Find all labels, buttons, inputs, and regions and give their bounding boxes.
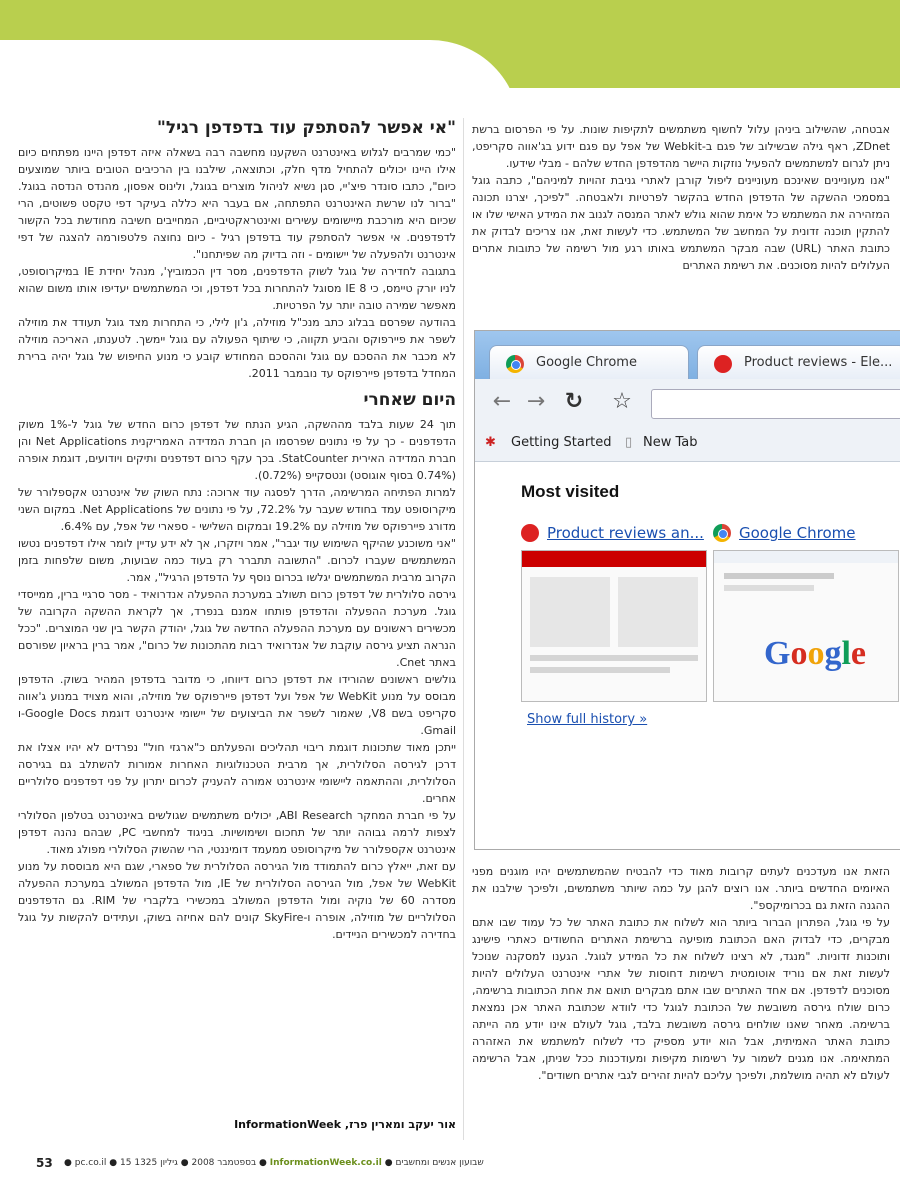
byline: אור יעקב ומארין פרז, InformationWeek	[234, 1118, 456, 1131]
paragraph: על פי חברת המחקר ABI Research, יכולים משתמשים שגולשים באינטרנט בטלפון הסלולרי לצפות לרמה גבוהה יותר של תחכום ושימושיות. בניגוד למחשבי PC, שבהם נהנה דפדפן אינטרנט אקספלורר של מיקרוסופט ממעמד דומיננטי, הרי שהשוק הסלולרי מפולג מאוד.	[18, 809, 456, 856]
footer-date: 15 בספטמבר 2008	[120, 1158, 257, 1168]
footer-publication: שבועון אנשים ומחשבים	[395, 1158, 484, 1168]
most-visited-thumb[interactable]	[521, 520, 705, 700]
thumb-header-bar	[522, 551, 706, 567]
tab-product-reviews[interactable]	[697, 345, 900, 379]
tab-google-chrome[interactable]	[489, 345, 689, 379]
thumb-block	[618, 577, 698, 647]
chrome-screenshot	[474, 330, 900, 850]
page-icon: ▯	[625, 435, 633, 450]
footer-issue: גיליון 1325	[134, 1158, 178, 1168]
new-tab-page	[475, 462, 900, 849]
thumb-preview	[521, 550, 707, 702]
thumb-title: Product reviews an...	[547, 524, 704, 542]
getting-started-icon: ✱	[485, 435, 496, 450]
page-number: 53	[36, 1156, 53, 1170]
cnet-icon	[714, 355, 732, 373]
left-column	[18, 118, 456, 943]
google-logo: Google	[764, 635, 866, 672]
forward-icon[interactable]: →	[526, 389, 546, 414]
thumb-header-bar	[714, 551, 898, 563]
paragraph: תוך 24 שעות בלבד מההשקה, הגיע הנתח של דפדפן כרום החדש של גוגל ל-1% משוק הדפדפנים - כך על פי נתונים שפרסמו הן חברת המדידה האמריקנית Net Applications והן חברת המדידה האירית StatCounter. בכך עקף כרום דפדפנים ותיקים ויודועים, דוגמת אופרה (0.74% בסוף אוגוסט) ונטסקייפ (0.72%).	[18, 418, 457, 482]
paragraph: בהודעה שפרסם בבלוג כתב מנכ"ל מוזילה, ג'ון לילי, כי התחרות מצד גוגל תעודד את מוזילה לשפר את פיירפוקס והביע תקווה, כי שיתוף הפעולה עם גוגל יימשך. לטענתו, האריכה מוזילה לא מכבר את ההסכם עם גוגל וההסכם המחודש קובע כי מנוע החיפוש של גוגל יהיה ברירת המחדל בדפדפן פיירפוקס עד נובמבר 2011.	[18, 316, 456, 380]
column-divider	[463, 118, 464, 1140]
thumb-label	[713, 520, 897, 546]
thumb-block	[530, 577, 610, 647]
footer-brand: InformationWeek.co.il	[269, 1158, 382, 1168]
thumb-line	[530, 655, 698, 661]
paragraph: גולשים ראשונים שהורידו את דפדפן כרום דיווחו, כי מדובר בדפדפן המהיר בשוק. הדפדפן מבוסס על מנוע WebKit של אפל ועל דפדפן פיירפוקס של מוזילה, והוא מצויד במנוע ג'אווה סקריפט בשם V8, שאמור לשפר את הביצועים של יישומי אינטרנט דוגמת Google Docs-ו Gmail.	[18, 673, 457, 737]
paragraph: "אני משוכנע שהיקף השימוש עוד יגבר", אמר ויזקרו, אך לא ידע עדיין לומר אילו דפדפנים נטשו המשתמשים שעברו לכרום. "התשובה תתברר רק בעוד כמה שבועות, משום שלפחות בזמן הקרוב מרבית המשתמשים יגלשו בכרום נוסף על הדפדפן הרגיל", אמר.	[18, 537, 456, 584]
section-heading: היום שאחרי	[363, 390, 456, 410]
thumb-title: Google Chrome	[739, 524, 856, 542]
thumb-line	[724, 585, 814, 591]
paragraph: בתגובה לחדירה של גוגל לשוק הדפדפנים, מסר דין הכמוביץ', מנהל יחידת IE במיקרוסופט, לניו יורק טיימס, כי IE 8 מסוגל להתחרות בכל דפדפן, וכי המשתמשים יעדיפו אותו משום שהוא מאפשר שמירה טובה יותר על הפרטיות.	[18, 265, 456, 312]
footer-site: pc.co.il	[74, 1158, 107, 1168]
most-visited-heading: Most visited	[521, 482, 620, 501]
browser-toolbar	[475, 379, 900, 428]
chrome-icon	[713, 524, 731, 542]
reload-icon[interactable]: ↻	[564, 389, 584, 414]
paragraph: עם זאת, ייאלץ כרום להתמודד מול הגירסה הסלולרית של ספארי, שגם היא מבוססת על מנוע WebKit של אפל, מול הגירסה הסלולרית של IE, מול הדפדפן המשולב במערכת ההפעלה מסדרה 60 של נוקיה ומול הדפדפן המשולב במכשירי בלקברי של RIM. גם הדפדפנים הסלולריים של מוזילה, אופרה ו-SkyFire קונים להם אחיזה בשוק, ועתידים להקשות על גוגל בחדירה למכשירים הניידים.	[18, 860, 456, 941]
section-heading: "אי אפשר להסתפק עוד בדפדפן רגיל"	[156, 118, 456, 138]
bookmark-new-tab[interactable]: New Tab	[643, 435, 698, 450]
thumb-preview	[713, 550, 899, 702]
thumb-label	[521, 520, 705, 546]
tab-label: Google Chrome	[536, 355, 637, 370]
right-column-bottom	[472, 863, 890, 1084]
chrome-icon	[506, 355, 524, 373]
paragraph: למרות הפתיחה המרשימה, הדרך לפסגה עוד ארוכה: נתח השוק של אינטרנט אקספלורר של מיקרוסופט עמד בחודש שעבר על 72.2%, על פי נתונים של Net Applications. במקום השני מדורג פיירפוקס של מוזילה עם 19.2% ובמקום השלישי - ספארי של אפל, עם 6.4%.	[18, 486, 456, 533]
most-visited-thumb[interactable]	[713, 520, 897, 700]
paragraph: "כמי שמרבים לגלוש באינטרנט השקענו מחשבה רבה בשאלה איזה דפדפן היינו מפתחים כיום אילו היינו יכולים להתחיל מדף חלק, וכתוצאה, שילבנו בין הרכיבים הטובים ביותר שמוצעים כיום", כתבו סונדר פיצ'יי, סגן נשיא לניהול מוצרים בגוגל, ולינוס אפסון, מהנדס הנדסה בגוגל. "ברור לנו שרשת האינטרנט התפתחה, אם בעבר היא כללה בעיקר דפי טקסט פשוטים, הרי שכיום היא מורכבת מיישומים עשירים ואינטראקטיביים, המחייבים חשיבה מחודשת בכל הקשור לדפדפנים. אי אפשר להסתפק עוד בדפדפן רגיל - כיום נחוצה פלטפורמה להצגה של דפי אינטרנט ולהפעלה של יישומים - וזה בדיוק מה שפיתחנו".	[18, 146, 456, 261]
cnet-icon	[521, 524, 539, 542]
thumb-line	[530, 667, 670, 673]
footer-meta: ● pc.co.il ● 15 בספטמבר 2008 ● גיליון 1325 ● InformationWeek.co.il ● שבועון אנשים ומחשבים	[64, 1158, 484, 1168]
paragraph: על פי גוגל, הפתרון הברור ביותר הוא לשלוח את כתובת האתר של כל עמוד שבו אתם מבקרים, כדי לבדוק האם הכתובת מופיעה ברשימת האתרים החשודים כאתרי פישינג ותוכנות זדוניות. "מנגד, לא רצינו לשלוח את כל המידע לגוגל. הגענו למסקנה שנוכל לעשות זאת אם נוריד אוטומטית רשימות דחוסות של אתרי אינטרנט העלולים להיות מסוכנים לדפדפן. אם אחד האתרים שבו אתם מבקרים תואם את אחת הכתובות ברשימה, כרום שולח גירסה משובשת של הכתובת לגוגל כדי לוודא שכתובת האתר אכן נמצאת ברשימה. מאחר שאנו שולחים גירסה משובשת בלבד, גוגל לעולם אינו יודע מה הייתה כתובת האתר האמיתית, אבל הוא יודע מספיק כדי לשלוח למשתמש את האזהרה המתאימה. אנו מגנים לשמור על רשימות מקיפות ומעודכנות ככל שניתן, אבל הרשימה לעולם לא תהיה מושלמת, ולפיכך עליכם להיות זהירים לגבי אתרים חשודים".	[472, 916, 890, 1082]
bookmarks-bar	[475, 427, 900, 462]
paragraph: גירסה סלולרית של דפדפן כרום תשולב במערכת ההפעלה אנדרואיד - מסר סרגיי ברין, ממייסדי גוגל. מערכת ההפעלה והדפדפן פותחו אמנם בנפרד, אך לקראת ההשקה הקרובה של מכשירים ראשונים עם מערכת ההפעלה החדשה של גוגל, יהודק הקשר בין שני המוצרים. "ככל הנראה תציע גירסה עוקבת של אנדרואיד רבות מהתכונות של כרום", אמר ברין בראיון שפורסם באתר Cnet.	[18, 588, 456, 669]
star-icon[interactable]: ☆	[612, 389, 632, 414]
show-full-history-link[interactable]: Show full history »	[527, 712, 648, 727]
paragraph: אבטחה, שהשילוב ביניהן עלול לחשוף משתמשים לתקיפות שונות. על פי הפרסום ברשת ZDnet, ראף גילה שבשילוב של פגם ב-Webkit של אפל עם פגם ידוע בג'אווה סקריפט, ניתן לגרום למשתמשים להפעיל נוזקות היישר מהדפדפן החדש שלהם - מבלי שידעו.	[472, 123, 890, 170]
back-icon[interactable]: ←	[492, 389, 512, 414]
bookmark-getting-started[interactable]: Getting Started	[511, 435, 612, 450]
address-bar[interactable]	[651, 389, 900, 419]
paragraph: הזאת אנו מעדכנים לעתים קרובות מאוד כדי להבטיח שהמשתמשים יהיו מוגנים מפני האיומים החדשים ביותר. אנו רוצים להגן על כמה שיותר משתמשים, ולפיכך שילבנו את ההגנה הזאת גם בכרומיקספ".	[472, 865, 890, 912]
page-footer	[0, 1152, 900, 1172]
tab-bar	[475, 331, 900, 379]
thumb-line	[724, 573, 834, 579]
tab-label: Product reviews - Ele...	[744, 355, 893, 370]
right-column-top	[472, 121, 890, 274]
paragraph: "אנו מעוניינים שאינכם מעוניינים ליפול קורבן לאתרי גניבת זהויות למיניהם", כתבה גוגל במסמכי ההשקה של הדפדפן החדש בהקשר לפרטיות ולאבטחה. "לפיכך, יצרנו תכונה המזהירה את המשתמש כל אימת שהוא גולש לאתר המנסה לגנוב את המידע האישי שלו או להתקין תוכנה זדונית על המחשב של המשתמש. כדי לעשות זאת, אנו צריכים לבדוק את כתובת האתר (URL) שבה מבקר המשתמש באותו רגע מול רשימה של כתובות אתרים העלולים להיות מסוכנים. את רשימת האתרים	[472, 174, 890, 272]
paragraph: ייתכן מאוד שתכונות דוגמת ריבוי תהליכים והפעלתם כ"ארגזי חול" נפרדים לא יהיו אצלו את דרכן לגירסה הסלולרית, אך מרבית הטכנולוגיות האחרות אמורות להשתלב גם בגירסה הסלולרית, וההתאמה ליישומי אינטרנט אמורה להעניק לכרום יתרון על פני דפדפנים סלולריים אחרים.	[18, 741, 456, 805]
